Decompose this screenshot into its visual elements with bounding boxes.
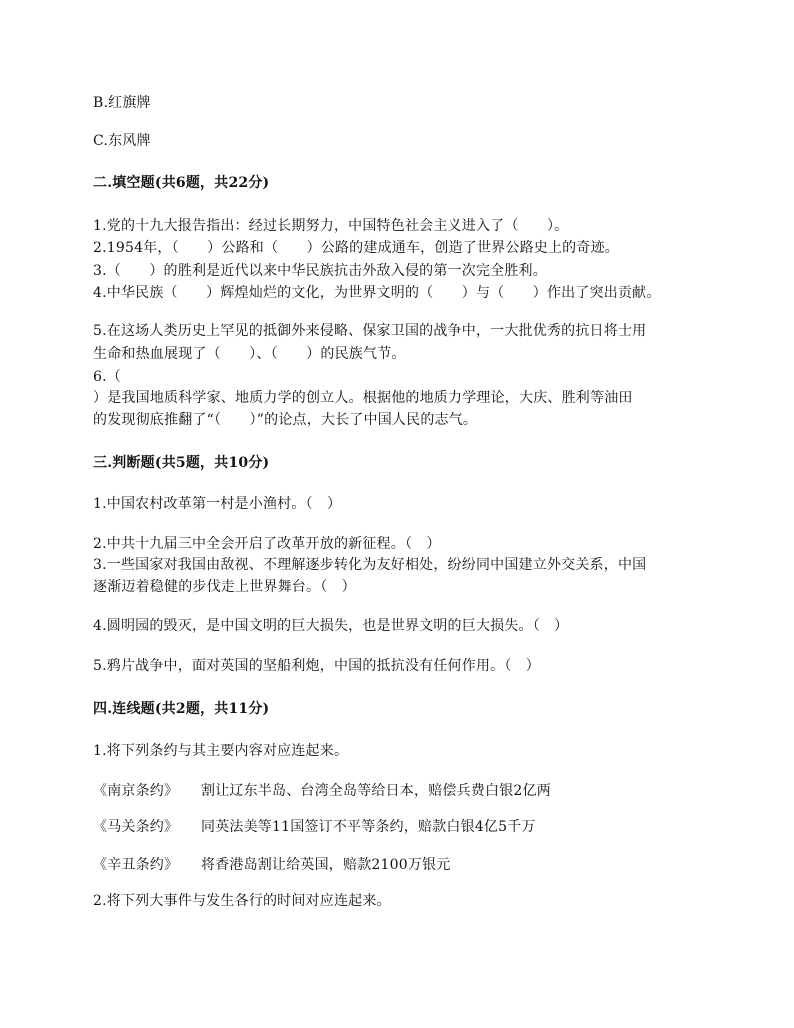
- option-b: B.红旗牌: [93, 95, 151, 111]
- fill-question-5-line-2: 生命和热血展现了（ ）、（ ）的民族气节。: [93, 346, 406, 362]
- treaty-content-3: 将香港岛割让给英国，赔款2100万银元: [201, 857, 451, 873]
- judge-question-3-line-2: 逐渐迈着稳健的步伐走上世界舞台。（ ）: [93, 579, 356, 595]
- fill-question-6-line-1: 6.（: [93, 369, 121, 385]
- fill-question-1: 1.党的十九大报告指出：经过长期努力，中国特色社会主义进入了（ ）。: [93, 218, 569, 234]
- treaty-content-2: 同英法美等11国签订不平等条约，赔款白银4亿5千万: [201, 819, 536, 835]
- section-heading-fill-blank: 二.填空题(共6题，共22分): [93, 175, 270, 191]
- judge-question-1: 1.中国农村改革第一村是小渔村。（ ）: [93, 496, 342, 512]
- fill-question-3: 3.（ ）的胜利是近代以来中华民族抗击外敌入侵的第一次完全胜利。: [93, 263, 547, 279]
- fill-question-2: 2.1954年，（ ）公路和（ ）公路的建成通车，创造了世界公路史上的奇迹。: [93, 240, 619, 256]
- fill-question-6-line-2: ）是我国地质科学家、地质力学的创立人。根据他的地质力学理论，大庆、胜利等油田: [93, 390, 633, 406]
- section-heading-true-false: 三.判断题(共5题，共10分): [93, 455, 270, 471]
- option-c: C.东风牌: [93, 133, 151, 149]
- fill-question-6-line-3: 的发现彻底推翻了“（ ）”的论点，大长了中国人民的志气。: [93, 412, 478, 428]
- fill-question-5-line-1: 5.在这场人类历史上罕见的抵御外来侵略、保家卫国的战争中，一大批优秀的抗日将士用: [93, 323, 647, 339]
- treaty-name-nanjing: 《南京条约》: [93, 783, 179, 799]
- fill-question-4: 4.中华民族（ ）辉煌灿烂的文化，为世界文明的（ ）与（ ）作出了突出贡献。: [93, 285, 661, 301]
- judge-question-4: 4.圆明园的毁灭，是中国文明的巨大损失，也是世界文明的巨大损失。（ ）: [93, 618, 569, 634]
- judge-question-2: 2.中共十九届三中全会开启了改革开放的新征程。（ ）: [93, 536, 441, 552]
- section-heading-matching: 四.连线题(共2题，共11分): [93, 701, 270, 717]
- judge-question-5: 5.鸦片战争中，面对英国的坚船利炮，中国的抵抗没有任何作用。（ ）: [93, 658, 540, 674]
- matching-question-1: 1.将下列条约与其主要内容对应连起来。: [93, 743, 349, 759]
- judge-question-3-line-1: 3.一些国家对我国由敌视、不理解逐步转化为友好相处，纷纷同中国建立外交关系，中国: [93, 557, 647, 573]
- treaty-name-xinchou: 《辛丑条约》: [93, 857, 179, 873]
- matching-question-2: 2.将下列大事件与发生各行的时间对应连起来。: [93, 893, 391, 909]
- treaty-content-1: 割让辽东半岛、台湾全岛等给日本，赔偿兵费白银2亿两: [201, 783, 551, 799]
- treaty-name-maguan: 《马关条约》: [93, 819, 179, 835]
